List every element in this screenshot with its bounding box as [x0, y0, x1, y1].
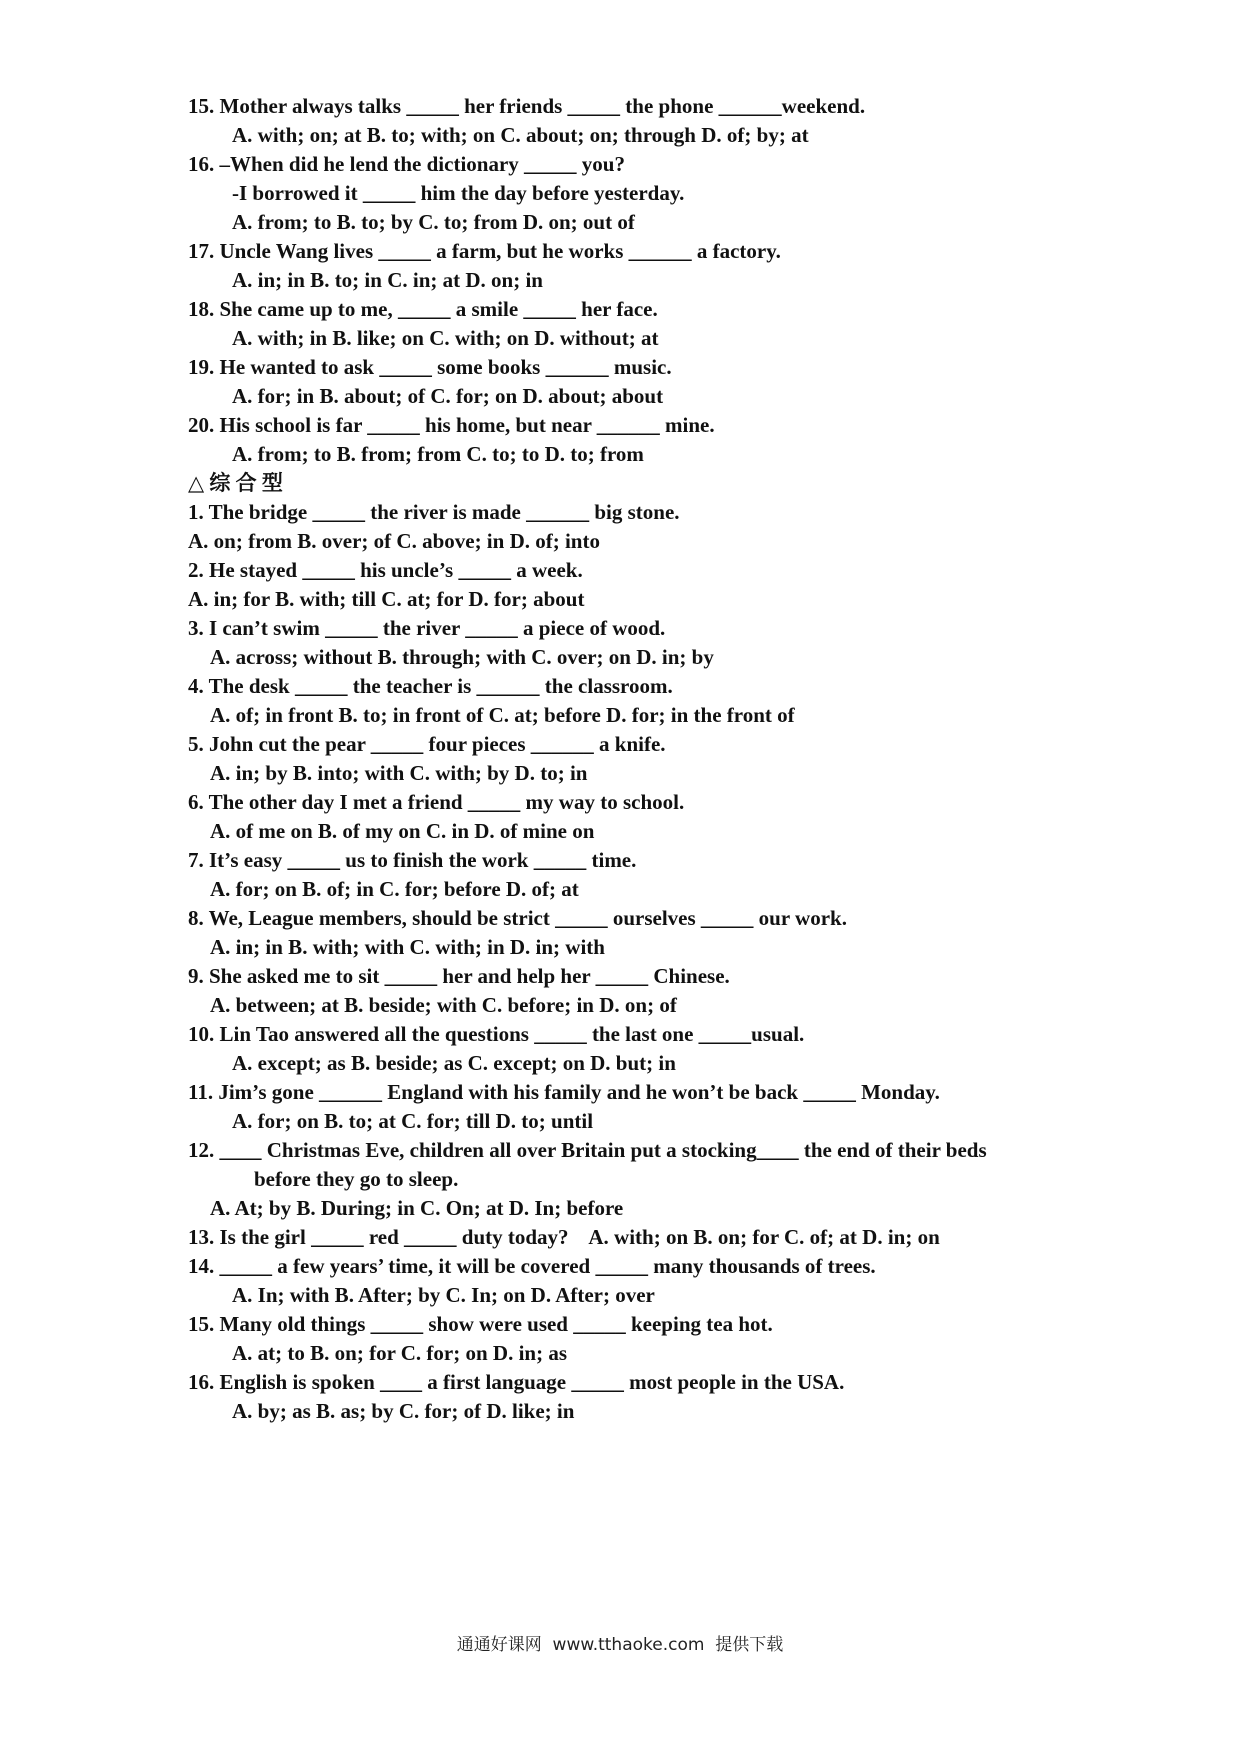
comp-options-11: A. for; on B. to; at C. for; till D. to; until [232, 1109, 594, 1133]
comp-question-16: 16. English is spoken ____ a first language _____ most people in the USA. [188, 1370, 845, 1394]
question-16: 16. –When did he lend the dictionary _____ you? [188, 152, 625, 176]
comp-options-4: A. of; in front B. to; in front of C. at; before D. for; in the front of [210, 703, 795, 727]
comp-options-5: A. in; by B. into; with C. with; by D. to; in [210, 761, 588, 785]
comp-question-12-cont: before they go to sleep. [254, 1167, 459, 1191]
comp-question-10: 10. Lin Tao answered all the questions _____ the last one _____usual. [188, 1022, 805, 1046]
options-17: A. in; in B. to; in C. in; at D. on; in [232, 268, 543, 292]
options-20: A. from; to B. from; from C. to; to D. to; from [232, 442, 644, 466]
comp-question-5: 5. John cut the pear _____ four pieces ______ a knife. [188, 732, 666, 756]
comp-question-7: 7. It’s easy _____ us to finish the work _____ time. [188, 848, 637, 872]
section-heading: △ 综 合 型 [188, 471, 283, 495]
comp-question-2: 2. He stayed _____ his uncle’s _____ a week. [188, 558, 583, 582]
options-16: A. from; to B. to; by C. to; from D. on; out of [232, 210, 635, 234]
options-18: A. with; in B. like; on C. with; on D. without; at [232, 326, 659, 350]
question-17: 17. Uncle Wang lives _____ a farm, but he works ______ a factory. [188, 239, 781, 263]
comp-options-3: A. across; without B. through; with C. over; on D. in; by [210, 645, 714, 669]
options-15: A. with; on; at B. to; with; on C. about; on; through D. of; by; at [232, 123, 809, 147]
comp-options-6: A. of me on B. of my on C. in D. of mine on [210, 819, 595, 843]
question-15: 15. Mother always talks _____ her friends _____ the phone ______weekend. [188, 94, 866, 118]
question-18: 18. She came up to me, _____ a smile _____ her face. [188, 297, 658, 321]
comp-question-4: 4. The desk _____ the teacher is ______ the classroom. [188, 674, 673, 698]
comp-question-13: 13. Is the girl _____ red _____ duty today? A. with; on B. on; for C. of; at D. in; on [188, 1225, 940, 1249]
question-19: 19. He wanted to ask _____ some books ______ music. [188, 355, 672, 379]
comp-question-9: 9. She asked me to sit _____ her and help her _____ Chinese. [188, 964, 730, 988]
comp-question-12: 12. ____ Christmas Eve, children all over Britain put a stocking____ the end of their beds [188, 1138, 987, 1162]
question-16-reply: -I borrowed it _____ him the day before yesterday. [232, 181, 685, 205]
comp-question-15: 15. Many old things _____ show were used _____ keeping tea hot. [188, 1312, 773, 1336]
page-footer: 通通好课网 www.tthaoke.com 提供下载 [456, 1635, 784, 1655]
comp-question-1: 1. The bridge _____ the river is made ______ big stone. [188, 500, 680, 524]
comp-question-6: 6. The other day I met a friend _____ my way to school. [188, 790, 685, 814]
comp-options-1: A. on; from B. over; of C. above; in D. of; into [188, 529, 600, 553]
comp-options-15: A. at; to B. on; for C. for; on D. in; as [232, 1341, 568, 1365]
comp-options-16: A. by; as B. as; by C. for; of D. like; in [232, 1399, 575, 1423]
options-19: A. for; in B. about; of C. for; on D. about; about [232, 384, 664, 408]
question-20: 20. His school is far _____ his home, but near ______ mine. [188, 413, 715, 437]
comp-options-9: A. between; at B. beside; with C. before; in D. on; of [210, 993, 677, 1017]
comp-options-2: A. in; for B. with; till C. at; for D. for; about [188, 587, 585, 611]
comp-question-11: 11. Jim’s gone ______ England with his family and he won’t be back _____ Monday. [188, 1080, 940, 1104]
comp-question-8: 8. We, League members, should be strict _____ ourselves _____ our work. [188, 906, 847, 930]
comp-options-10: A. except; as B. beside; as C. except; on D. but; in [232, 1051, 676, 1075]
comp-options-14: A. In; with B. After; by C. In; on D. After; over [232, 1283, 655, 1307]
comp-options-8: A. in; in B. with; with C. with; in D. in; with [210, 935, 605, 959]
comp-question-3: 3. I can’t swim _____ the river _____ a piece of wood. [188, 616, 666, 640]
comp-options-12: A. At; by B. During; in C. On; at D. In; before [210, 1196, 624, 1220]
comp-options-7: A. for; on B. of; in C. for; before D. of; at [210, 877, 579, 901]
comp-question-14: 14. _____ a few years’ time, it will be covered _____ many thousands of trees. [188, 1254, 876, 1278]
